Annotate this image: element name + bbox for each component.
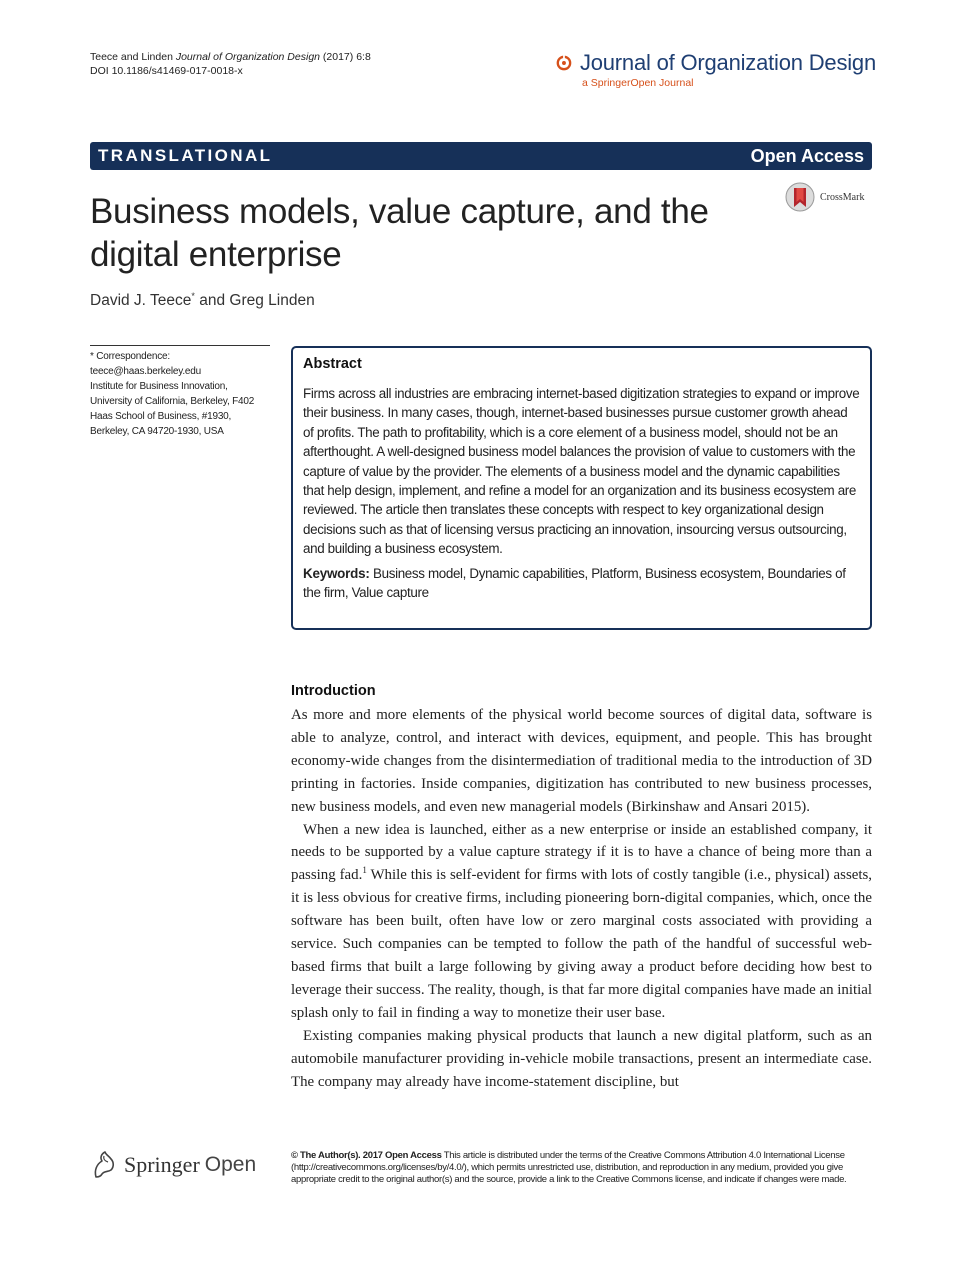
- crossmark-label: CrossMark: [820, 191, 865, 203]
- journal-logo: [556, 50, 876, 89]
- author-name: David J. Teece: [90, 292, 192, 310]
- paragraph: Existing companies making physical products that launch a new digital platform, such as an automobile manufacturer providing in-vehicle mobile transactions, present an intermediate case. The company may already have income-statement discipline, but: [291, 1027, 872, 1090]
- author-joiner: and: [194, 292, 230, 310]
- paragraph-text: When a new idea is launched, either as a new enterprise or inside an established company, it needs to be supported by a value capture strategy if it is to have a chance of being more than a passing fad.: [291, 821, 872, 884]
- paragraph-text: While this is self-evident for firms with lots of costly tangible (i.e., physical) assets, it is less obvious for creative firms, including pioneering born-digital companies, which, once the software has been built, often have low or zero marginal costs associated with providing a service. Such companies can be tempted to follow the path of the handful of successful web-based firms that built a large following by giving away a product before deciding how best to leverage their success. The reality, though, is that far more digital companies have made an initial splash only to fail in finding a way to monetize their user base.: [291, 867, 872, 1021]
- correspondence-email[interactable]: teece@haas.berkeley.edu: [90, 366, 201, 377]
- crossmark-icon: [784, 180, 816, 214]
- license-notice: [291, 1150, 873, 1186]
- publisher-name: Springer: [124, 1152, 200, 1177]
- paragraph: [291, 819, 872, 1025]
- paragraph: As more and more elements of the physical world become sources of digital data, software is able to analyze, control, and interact with devices, equipment, and people. This has brought economy-wide changes from the disintermediation of traditional media to the introduction of 3D printing in factories. Inside companies, digitization has contributed to new business processes, new business models, and even new managerial models (Birkinshaw and Ansari 2015).: [291, 707, 872, 815]
- springer-open-logo: [90, 1150, 256, 1180]
- keywords-label: Keywords:: [303, 565, 370, 581]
- footnote-marker[interactable]: 1: [362, 865, 367, 876]
- body-text: [291, 704, 872, 1093]
- license-copyright: © The Author(s). 2017: [291, 1150, 383, 1161]
- correspondence-divider: [90, 345, 270, 346]
- correspondence-address: Institute for Business Innovation, University of California, Berkeley, F402 Haas School of Business, #1930, Berkeley, CA 94720-1930, USA: [90, 381, 255, 437]
- citation-line: [90, 50, 371, 64]
- journal-logo-icon: [556, 54, 572, 72]
- citation-issue: (2017) 6:8: [322, 51, 371, 63]
- citation-block: [90, 50, 371, 78]
- abstract-text: Firms across all industries are embracing internet-based digitization strategies to expand or improve their business. In many cases, though, internet-based businesses pursue customer growth ahead of profits. The path to profitability, which is a core element of a business model, should not be an afterthought. A well-designed business model balances the provision of value to customers with the capture of value by the provider. The elements of a business model and the dynamic capabilities that help design, implement, and refine a model for an organization and its business ecosystem are reviewed. The article then translates these concepts with respect to key organizational design decisions such as that of licensing versus practicing an innovation, insourcing versus outsourcing, and building a business ecosystem.: [303, 386, 860, 557]
- corresponding-author-mark: *: [191, 291, 195, 301]
- citation-authors: Teece and Linden: [90, 51, 173, 63]
- citation-journal: Journal of Organization Design: [175, 51, 320, 63]
- abstract-heading: Abstract: [303, 356, 362, 372]
- abstract-box: [291, 346, 872, 630]
- journal-subtitle: a SpringerOpen Journal: [582, 77, 694, 89]
- author-list: [90, 291, 315, 310]
- publisher-open: Open: [204, 1153, 257, 1176]
- open-access-label: Open Access: [750, 145, 864, 166]
- journal-name: Journal of Organization Design: [579, 50, 876, 75]
- correspondence-label: * Correspondence:: [90, 351, 170, 362]
- crossmark-badge[interactable]: [784, 180, 864, 214]
- doi: DOI 10.1186/s41469-017-0018-x: [90, 65, 243, 77]
- license-open-access: Open Access: [385, 1150, 442, 1161]
- correspondence-block: [90, 349, 270, 439]
- keywords: [303, 564, 860, 603]
- article-title: Business models, value capture, and the digital enterprise: [90, 192, 709, 274]
- author-name: Greg Linden: [229, 292, 315, 310]
- section-heading-introduction: Introduction: [291, 683, 376, 699]
- article-category: TRANSLATIONAL: [98, 146, 273, 165]
- keywords-list: Business model, Dynamic capabilities, Platform, Business ecosystem, Boundaries of the firm, Value capture: [303, 565, 846, 601]
- license-text: This article is distributed under the terms of the Creative Commons Attribution 4.0 International License (http://creativecommons.org/licenses/by/4.0/), which permits unrestricted use, distribution, and reproduction in any medium, provided you give appropriate credit to the original author(s) and the source, provide a link to the Creative Commons license, and indicate if changes were made.: [291, 1150, 847, 1185]
- springer-horse-icon: [90, 1150, 118, 1180]
- article-type-banner: [90, 142, 872, 170]
